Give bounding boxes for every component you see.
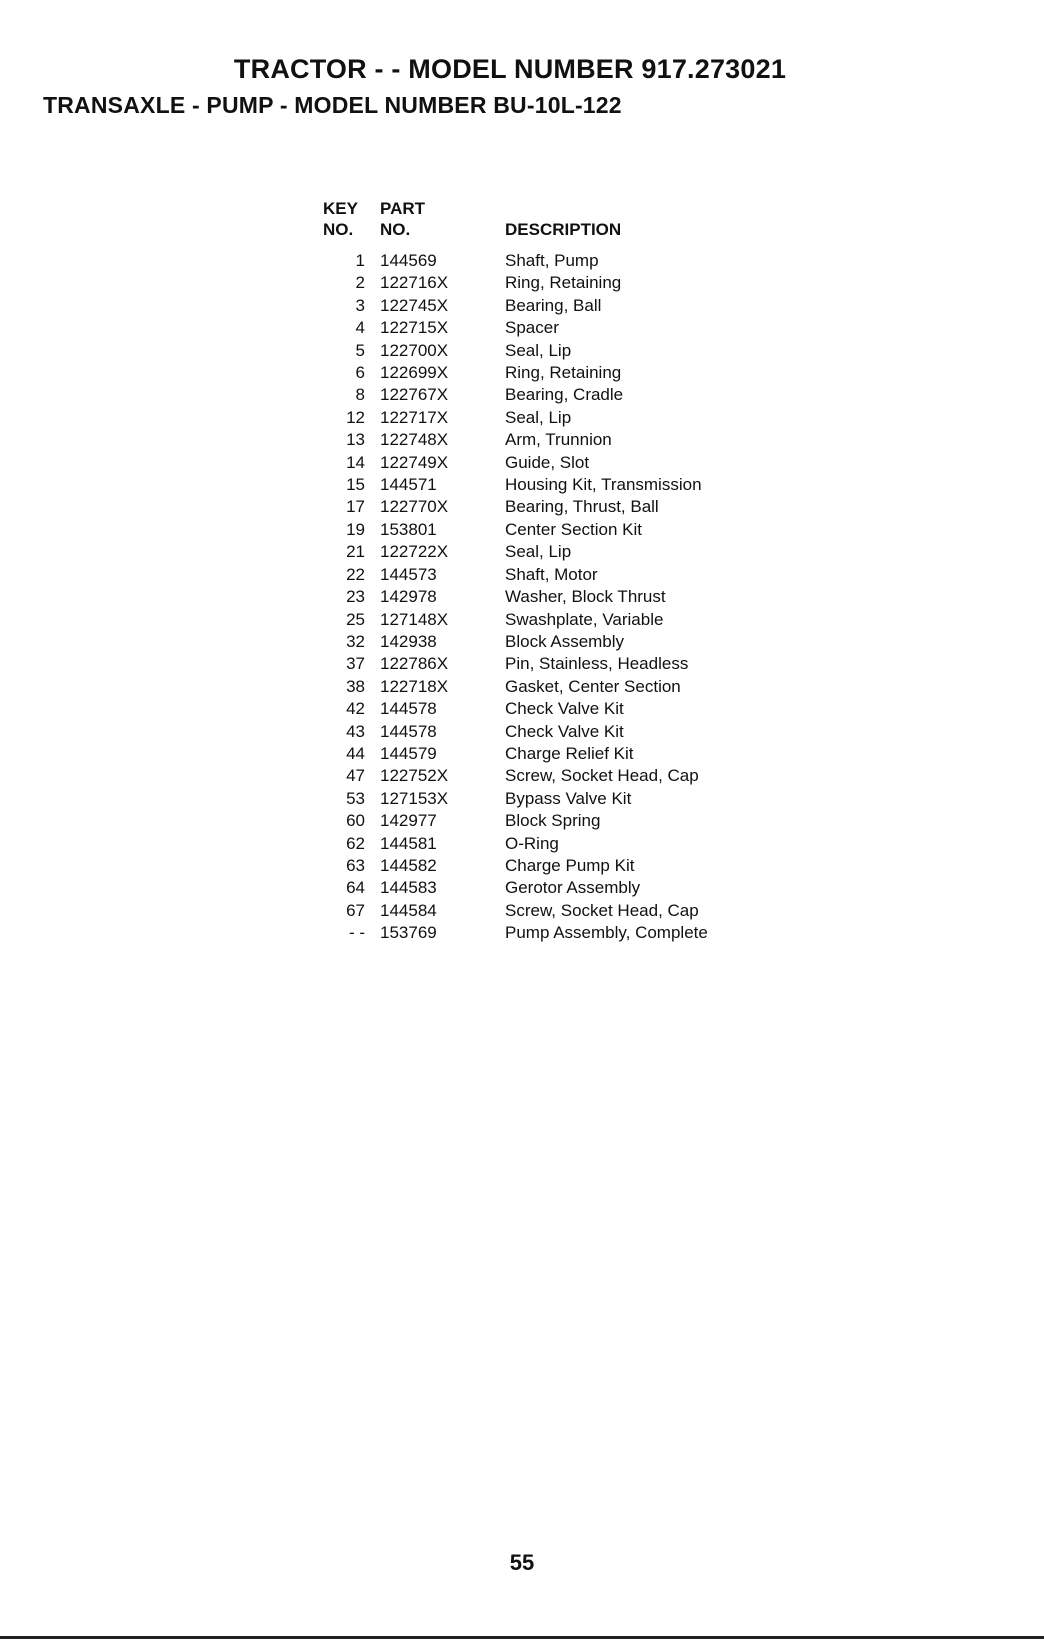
part-no-cell: 122767X xyxy=(380,385,449,405)
part-no-header xyxy=(365,198,505,250)
part-no-cell: 122770X xyxy=(380,497,449,517)
description-cell: Shaft, Pump xyxy=(505,251,599,270)
part-no-cell: 142938 xyxy=(380,631,437,651)
description-cell: Ring, Retaining xyxy=(505,363,622,383)
key-no-cell: 38 xyxy=(346,676,365,696)
table-row xyxy=(323,877,745,899)
part-no-cell: 144571 xyxy=(380,475,437,495)
table-row xyxy=(323,855,745,877)
description-cell: Charge Relief Kit xyxy=(505,743,634,763)
table-row xyxy=(323,765,745,787)
part-no-cell: 144584 xyxy=(380,900,437,920)
page-number: 55 xyxy=(509,1550,535,1575)
table-row xyxy=(323,496,745,518)
table-row xyxy=(323,788,745,810)
description-cell: Bearing, Cradle xyxy=(505,385,624,405)
part-no-cell: 144581 xyxy=(380,833,437,853)
table-row xyxy=(323,631,745,653)
part-no-cell: 122745X xyxy=(380,295,449,315)
description-cell: Check Valve Kit xyxy=(505,721,624,741)
key-no-cell: 53 xyxy=(346,788,365,808)
table-row xyxy=(323,429,745,451)
part-no-cell: 122716X xyxy=(380,273,449,293)
part-no-cell: 144583 xyxy=(380,878,437,898)
parts-table-header xyxy=(323,198,745,250)
key-no-cell: 60 xyxy=(346,811,365,831)
key-no-cell: 25 xyxy=(346,609,365,629)
part-no-cell: 122748X xyxy=(380,430,449,450)
part-no-cell: 127148X xyxy=(380,609,449,629)
table-row xyxy=(323,698,745,720)
part-no-cell: 144573 xyxy=(380,564,437,584)
table-row xyxy=(323,586,745,608)
parts-table xyxy=(323,198,745,945)
description-cell: Center Section Kit xyxy=(505,519,643,539)
description-cell: Guide, Slot xyxy=(505,452,590,472)
part-no-cell: 144582 xyxy=(380,855,437,875)
key-no-cell: 43 xyxy=(346,721,365,741)
part-no-cell: 122752X xyxy=(380,766,449,786)
table-row xyxy=(323,609,745,631)
key-header-line2: NO. xyxy=(323,220,354,239)
table-row xyxy=(323,362,745,384)
key-no-cell: 32 xyxy=(346,631,365,651)
key-no-cell: 19 xyxy=(346,519,365,539)
key-no-cell: 42 xyxy=(346,699,365,719)
description-cell: Shaft, Motor xyxy=(505,564,598,584)
description-cell: Gerotor Assembly xyxy=(505,878,641,898)
table-row xyxy=(323,474,745,496)
parts-table-body xyxy=(323,250,745,945)
table-row xyxy=(323,922,745,944)
part-no-cell: 122700X xyxy=(380,340,449,360)
part-no-cell: 122717X xyxy=(380,407,449,427)
part-no-cell: 144578 xyxy=(380,721,437,741)
table-row xyxy=(323,541,745,563)
part-header-line1: PART xyxy=(380,199,426,218)
key-no-cell: 22 xyxy=(346,564,365,584)
description-cell: Screw, Socket Head, Cap xyxy=(505,900,699,920)
key-no-cell: 2 xyxy=(355,273,365,293)
table-row xyxy=(323,250,745,272)
key-no-cell: 67 xyxy=(346,900,365,920)
description-cell: Ring, Retaining xyxy=(505,273,622,293)
table-row xyxy=(323,676,745,698)
key-no-cell: 3 xyxy=(355,295,365,315)
table-row xyxy=(323,407,745,429)
key-no-cell: 4 xyxy=(355,318,365,338)
part-no-cell: 122786X xyxy=(380,654,449,674)
table-row xyxy=(323,743,745,765)
part-no-cell: 144569 xyxy=(380,251,437,270)
description-cell: Arm, Trunnion xyxy=(505,430,612,450)
part-header-line2: NO. xyxy=(380,220,411,239)
table-row xyxy=(323,721,745,743)
table-row xyxy=(323,833,745,855)
key-no-cell: - - xyxy=(348,923,365,943)
part-no-cell: 127153X xyxy=(380,788,449,808)
table-row xyxy=(323,317,745,339)
key-no-cell: 64 xyxy=(346,878,365,898)
description-header: DESCRIPTION xyxy=(505,220,622,239)
part-no-cell: 122718X xyxy=(380,676,449,696)
key-no-cell: 12 xyxy=(346,407,365,427)
description-cell: Pump Assembly, Complete xyxy=(505,923,708,943)
key-no-cell: 44 xyxy=(346,743,365,763)
description-cell: Check Valve Kit xyxy=(505,699,624,719)
description-cell: Gasket, Center Section xyxy=(505,676,681,696)
key-no-cell: 8 xyxy=(355,385,365,405)
key-no-cell: 14 xyxy=(346,452,365,472)
key-no-cell: 21 xyxy=(346,542,365,562)
description-cell: Screw, Socket Head, Cap xyxy=(505,766,699,786)
part-no-cell: 122715X xyxy=(380,318,449,338)
key-no-cell: 13 xyxy=(346,430,365,450)
key-no-cell: 15 xyxy=(346,475,365,495)
key-no-cell: 62 xyxy=(346,833,365,853)
description-cell: Spacer xyxy=(505,318,559,338)
description-cell: Housing Kit, Transmission xyxy=(505,475,702,495)
description-cell: O-Ring xyxy=(505,833,559,853)
description-cell: Washer, Block Thrust xyxy=(505,587,666,607)
description-cell: Bypass Valve Kit xyxy=(505,788,632,808)
part-no-cell: 144579 xyxy=(380,743,437,763)
table-row xyxy=(323,295,745,317)
key-no-cell: 47 xyxy=(346,766,365,786)
page-title: TRACTOR - - MODEL NUMBER 917.273021 xyxy=(233,54,787,84)
description-cell: Pin, Stainless, Headless xyxy=(505,654,689,674)
table-row xyxy=(323,653,745,675)
table-row xyxy=(323,519,745,541)
part-no-cell: 153801 xyxy=(380,519,437,539)
key-no-cell: 1 xyxy=(355,251,365,270)
part-no-cell: 122749X xyxy=(380,452,449,472)
key-no-cell: 5 xyxy=(355,340,365,360)
key-header-line1: KEY xyxy=(323,199,358,218)
table-row xyxy=(323,452,745,474)
description-cell: Seal, Lip xyxy=(505,407,572,427)
description-cell: Bearing, Thrust, Ball xyxy=(505,497,659,517)
part-no-cell: 142978 xyxy=(380,587,437,607)
key-no-cell: 37 xyxy=(346,654,365,674)
description-cell: Block Spring xyxy=(505,811,601,831)
bottom-rule xyxy=(0,1636,1044,1639)
key-no-cell: 17 xyxy=(346,497,365,517)
description-cell: Seal, Lip xyxy=(505,340,572,360)
description-cell: Block Assembly xyxy=(505,631,625,651)
header-row xyxy=(323,198,745,250)
part-no-cell: 153769 xyxy=(380,923,437,943)
key-no-cell: 23 xyxy=(346,587,365,607)
description-cell: Seal, Lip xyxy=(505,542,572,562)
page-subtitle: TRANSAXLE - PUMP - MODEL NUMBER BU-10L-122 xyxy=(43,92,622,118)
table-row xyxy=(323,564,745,586)
description-cell: Bearing, Ball xyxy=(505,295,602,315)
table-row xyxy=(323,900,745,922)
key-no-cell: 63 xyxy=(346,855,365,875)
part-no-cell: 122722X xyxy=(380,542,449,562)
table-row xyxy=(323,810,745,832)
table-row xyxy=(323,340,745,362)
table-row xyxy=(323,272,745,294)
description-cell: Swashplate, Variable xyxy=(505,609,664,629)
key-no-cell: 6 xyxy=(355,363,365,383)
part-no-cell: 122699X xyxy=(380,363,449,383)
part-no-cell: 142977 xyxy=(380,811,437,831)
part-no-cell: 144578 xyxy=(380,699,437,719)
table-row xyxy=(323,384,745,406)
description-cell: Charge Pump Kit xyxy=(505,855,635,875)
key-no-header xyxy=(323,198,365,250)
